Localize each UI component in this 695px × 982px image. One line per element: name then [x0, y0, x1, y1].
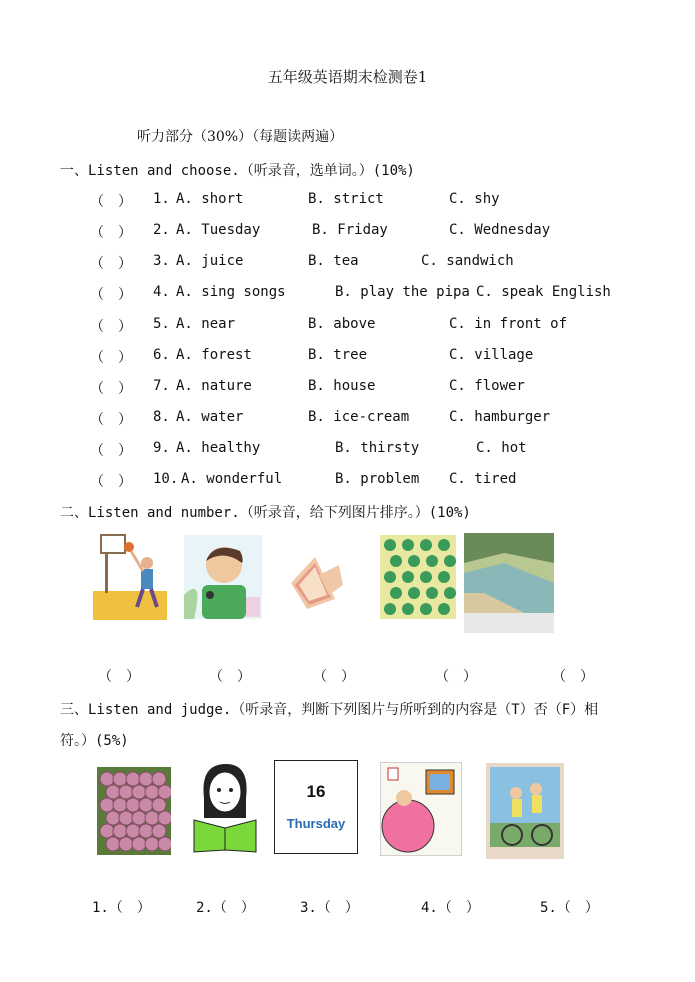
- question-number: 7.: [153, 378, 170, 394]
- grape-icon: [145, 811, 159, 825]
- tree-icon: [390, 555, 402, 567]
- grapes-picture: [97, 767, 171, 855]
- option-b: B. problem: [335, 471, 420, 487]
- option-a: A. sing songs: [176, 284, 286, 300]
- grape-icon: [113, 824, 127, 838]
- grape-icon: [158, 785, 171, 799]
- option-b: B. Friday: [312, 222, 388, 238]
- answer-bracket[interactable]: （ ）: [90, 443, 132, 459]
- grape-icon: [152, 798, 166, 812]
- answer-bracket[interactable]: （ ）: [90, 412, 132, 428]
- tree-icon: [384, 539, 396, 551]
- tree-icon: [426, 555, 438, 567]
- answer-bracket[interactable]: （ ）: [90, 256, 132, 272]
- judge-blank[interactable]: 3.（ ）: [300, 900, 359, 916]
- grape-icon: [106, 837, 120, 851]
- section1-heading: 一、Listen and choose.（听录音，选单词。）(10%): [60, 163, 415, 179]
- grape-icon: [100, 824, 114, 838]
- option-b: B. house: [308, 378, 376, 394]
- section3-heading-line1: 三、Listen and judge.（听录音，判断下列图片与所听到的内容是（T）否（F）相: [60, 702, 599, 718]
- grape-icon: [139, 824, 153, 838]
- tree-icon: [390, 587, 402, 599]
- option-c: C. sandwich: [421, 253, 514, 269]
- calendar-bottom-strip: [275, 843, 357, 854]
- number-blank[interactable]: （ ）: [209, 669, 251, 685]
- option-a: A. healthy: [176, 440, 261, 456]
- option-c: C. village: [449, 347, 534, 363]
- judge-blank[interactable]: 4.（ ）: [421, 900, 480, 916]
- grape-icon: [106, 785, 120, 799]
- option-c: C. flower: [449, 378, 525, 394]
- calendar-picture: [274, 760, 358, 854]
- grape-icon: [100, 772, 114, 786]
- number-blank[interactable]: （ ）: [313, 669, 355, 685]
- tree-icon: [384, 571, 396, 583]
- option-b: B. strict: [308, 191, 384, 207]
- question-number: 8.: [153, 409, 170, 425]
- tree-icon: [408, 587, 420, 599]
- page-title: 五年级英语期末检测卷1: [267, 68, 428, 86]
- option-c: C. speak English: [476, 284, 611, 300]
- cycling-picture: [486, 763, 564, 859]
- option-a: A. nature: [176, 378, 252, 394]
- option-b: B. above: [308, 316, 376, 332]
- grape-icon: [152, 772, 166, 786]
- grape-icon: [126, 824, 140, 838]
- river-picture: [464, 533, 554, 633]
- question-number: 4.: [153, 284, 170, 300]
- tree-icon: [402, 603, 414, 615]
- option-b: B. tea: [308, 253, 359, 269]
- answer-bracket[interactable]: （ ）: [90, 381, 132, 397]
- grape-icon: [113, 798, 127, 812]
- tree-icon: [420, 571, 432, 583]
- number-blank[interactable]: （ ）: [435, 669, 477, 685]
- grape-icon: [119, 837, 133, 851]
- tv-couch-picture: [380, 762, 462, 856]
- option-c: C. in front of: [449, 316, 568, 332]
- option-b: B. play the pipa: [335, 284, 470, 300]
- answer-bracket[interactable]: （ ）: [90, 287, 132, 303]
- tree-icon: [444, 555, 456, 567]
- option-a: A. juice: [176, 253, 244, 269]
- judge-blank[interactable]: 5.（ ）: [540, 900, 599, 916]
- tree-icon: [420, 539, 432, 551]
- calendar-day: 16: [306, 782, 326, 801]
- tree-icon: [420, 603, 432, 615]
- grape-icon: [100, 798, 114, 812]
- option-c: C. hamburger: [449, 409, 551, 425]
- grape-icon: [139, 798, 153, 812]
- listening-header: 听力部分（30%）（每题读两遍）: [137, 129, 344, 145]
- sandwich-picture: [285, 545, 345, 615]
- option-b: B. ice-cream: [308, 409, 410, 425]
- option-c: C. Wednesday: [449, 222, 551, 238]
- grape-icon: [132, 785, 146, 799]
- option-a: A. forest: [176, 347, 252, 363]
- answer-bracket[interactable]: （ ）: [90, 474, 132, 490]
- grape-icon: [119, 811, 133, 825]
- grape-icon: [158, 811, 171, 825]
- question-number: 6.: [153, 347, 170, 363]
- grape-icon: [113, 772, 127, 786]
- option-a: A. near: [176, 316, 236, 332]
- option-c: C. hot: [476, 440, 527, 456]
- judge-blank[interactable]: 2.（ ）: [196, 900, 255, 916]
- tree-icon: [438, 603, 450, 615]
- grape-icon: [145, 785, 159, 799]
- number-blank[interactable]: （ ）: [98, 669, 140, 685]
- answer-bracket[interactable]: （ ）: [90, 350, 132, 366]
- tree-icon: [402, 571, 414, 583]
- grape-icon: [152, 824, 166, 838]
- grape-icon: [139, 772, 153, 786]
- tree-icon: [438, 539, 450, 551]
- question-number: 2.: [153, 222, 170, 238]
- tree-icon: [426, 587, 438, 599]
- number-blank[interactable]: （ ）: [552, 669, 594, 685]
- girl-reading-picture: [190, 758, 260, 854]
- answer-bracket[interactable]: （ ）: [90, 194, 132, 210]
- grape-icon: [106, 811, 120, 825]
- option-a: A. short: [176, 191, 244, 207]
- section3-heading-line2: 符。）(5%): [60, 733, 129, 749]
- option-c: C. shy: [449, 191, 500, 207]
- tree-icon: [408, 555, 420, 567]
- option-b: B. tree: [308, 347, 368, 363]
- grape-icon: [126, 772, 140, 786]
- option-a: A. wonderful: [181, 471, 283, 487]
- question-number: 9.: [153, 440, 170, 456]
- question-number: 5.: [153, 316, 170, 332]
- grape-icon: [132, 811, 146, 825]
- grape-icon: [132, 837, 146, 851]
- tree-icon: [384, 603, 396, 615]
- option-c: C. tired: [449, 471, 517, 487]
- section2-heading: 二、Listen and number.（听录音，给下列图片排序。）(10%): [60, 505, 471, 521]
- calendar-top-strip: [275, 760, 357, 775]
- tree-icon: [402, 539, 414, 551]
- question-number: 1.: [153, 191, 170, 207]
- grape-icon: [158, 837, 171, 851]
- tree-icon: [438, 571, 450, 583]
- grape-icon: [119, 785, 133, 799]
- grape-icon: [145, 837, 159, 851]
- answer-bracket[interactable]: （ ）: [90, 225, 132, 241]
- boy-singing-picture: [184, 535, 262, 619]
- option-a: A. Tuesday: [176, 222, 261, 238]
- judge-blank[interactable]: 1.（ ）: [92, 900, 151, 916]
- calendar-weekday: Thursday: [286, 816, 346, 831]
- forest-picture: [380, 535, 456, 619]
- answer-bracket[interactable]: （ ）: [90, 319, 132, 335]
- option-b: B. thirsty: [335, 440, 420, 456]
- option-a: A. water: [176, 409, 244, 425]
- tree-icon: [444, 587, 456, 599]
- grape-icon: [126, 798, 140, 812]
- question-number: 3.: [153, 253, 170, 269]
- question-number: 10.: [153, 471, 179, 487]
- basketball-picture: [93, 533, 167, 620]
